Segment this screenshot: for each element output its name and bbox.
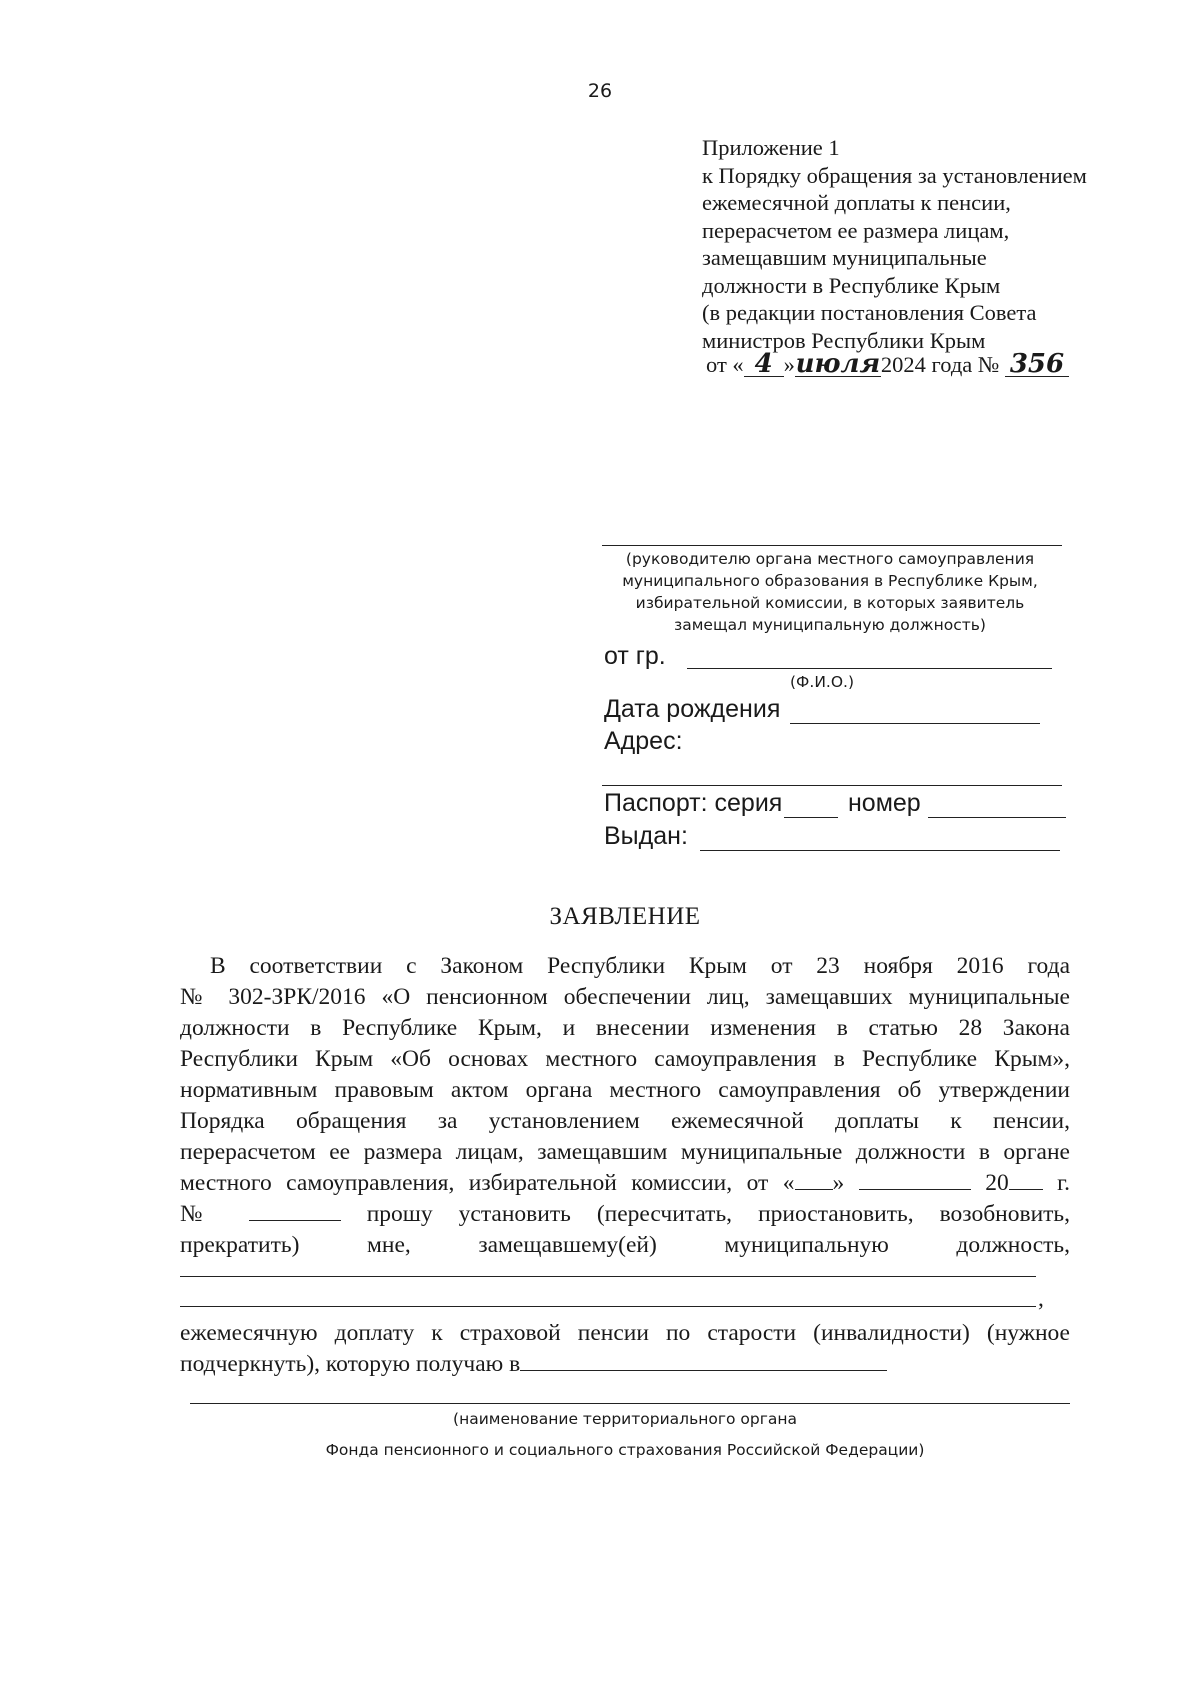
handwritten-day: 4 [744, 352, 784, 377]
date-blank-quote: » [832, 1170, 845, 1196]
date-quote: » [783, 352, 795, 377]
received-blank [520, 1352, 887, 1371]
appendix-line: перерасчетом ее размера лицам, [702, 217, 1010, 243]
day-blank [795, 1171, 833, 1190]
year-prefix: 20 [985, 1170, 1009, 1196]
appendix-line: (в редакции постановления Совета [702, 300, 1037, 325]
birth-date-label: Дата рождения [604, 695, 781, 723]
year-suffix: г. [1057, 1170, 1071, 1196]
recipient-caption-line: замещал муниципальную должность) [674, 616, 986, 634]
body-line: прекратить) мне, замещавшему(ей) муниципальную должность, [180, 1232, 1070, 1258]
recipient-caption-line: избирательной комиссии, в которых заявитель [635, 594, 1025, 612]
appendix-line: Приложение 1 [702, 135, 840, 160]
position-line-1 [180, 1276, 1036, 1277]
year-blank [1009, 1171, 1043, 1190]
document-title: ЗАЯВЛЕНИЕ [549, 903, 701, 930]
position-line-comma: , [1038, 1286, 1044, 1312]
fio-line [687, 668, 1052, 669]
recipient-caption [600, 548, 1060, 636]
recipient-caption-line: (руководителю органа местного самоуправления [625, 550, 1035, 568]
from-label: от гр. [604, 642, 666, 670]
address-line [602, 785, 1062, 786]
received-text: подчеркнуть), которую получаю в [180, 1351, 521, 1377]
appendix-line: министров Республики Крым [702, 327, 986, 353]
body-line-date [180, 1168, 1070, 1199]
number-blank [249, 1202, 341, 1221]
fio-caption: (Ф.И.О.) [790, 673, 855, 691]
territorial-body-line [190, 1403, 1070, 1404]
appendix-line: к Порядку обращения за установлением [702, 162, 1087, 188]
passport-series-label: Паспорт: серия [604, 789, 783, 817]
appendix-header [702, 134, 1087, 354]
handwritten-month: июля [795, 349, 881, 379]
appendix-line: ежемесячной доплаты к пенсии, [702, 190, 1011, 215]
body-line-received [180, 1349, 1070, 1380]
address-label: Адрес: [604, 727, 683, 755]
recipient-line [602, 545, 1062, 546]
passport-number-label: номер [848, 789, 921, 817]
body-line-number [180, 1199, 1070, 1230]
date-year-text: 2024 года № [880, 352, 1000, 377]
date-prefix: от « [706, 352, 744, 377]
body-line: Республики Крым «Об основах местного самоуправления в Республике Крым», [180, 1046, 1070, 1072]
body-line: № 302-ЗРК/2016 «О пенсионном обеспечении лиц, замещавших муниципальные [180, 984, 1070, 1010]
body-line: ежемесячную доплату к страховой пенсии по старости (инвалидности) (нужное [180, 1320, 1070, 1346]
resolution-date-line [706, 349, 1069, 379]
body-line: В соответствии с Законом Республики Крым от 23 ноября 2016 года [210, 953, 1070, 979]
issued-by-line [700, 850, 1060, 851]
recipient-caption-line: муниципального образования в Республике Крым, [622, 572, 1038, 590]
request-text: прошу установить (пересчитать, приостановить, возобновить, [366, 1201, 1071, 1227]
page-number: 26 [587, 80, 613, 102]
birth-date-line [790, 723, 1040, 724]
number-sign: № [180, 1201, 223, 1227]
statement-body-continued [180, 1318, 1070, 1380]
position-line-2 [180, 1306, 1036, 1307]
body-line: перерасчетом ее размера лицам, замещавшим муниципальные должности в органе [180, 1139, 1070, 1165]
issued-by-label: Выдан: [604, 822, 688, 850]
body-line: Порядка обращения за установлением ежемесячной доплаты к пенсии, [180, 1108, 1070, 1134]
date-blank-prefix: местного самоуправления, избирательной комиссии, от « [180, 1170, 795, 1196]
territorial-caption-2: Фонда пенсионного и социального страхования Российской Федерации) [325, 1441, 925, 1459]
appendix-line: замещавшим муниципальные [702, 245, 987, 270]
body-line: нормативным правовым актом органа местного самоуправления об утверждении [180, 1077, 1070, 1103]
territorial-caption-1: (наименование территориального органа [453, 1410, 797, 1428]
passport-series-line [784, 817, 838, 818]
body-line: должности в Республике Крым, и внесении изменения в статью 28 Закона [180, 1015, 1070, 1041]
appendix-line: должности в Республике Крым [702, 272, 1001, 298]
month-blank [859, 1171, 971, 1190]
handwritten-doc-number: 356 [1005, 352, 1069, 377]
passport-number-line [928, 817, 1066, 818]
statement-body [180, 951, 1070, 1261]
